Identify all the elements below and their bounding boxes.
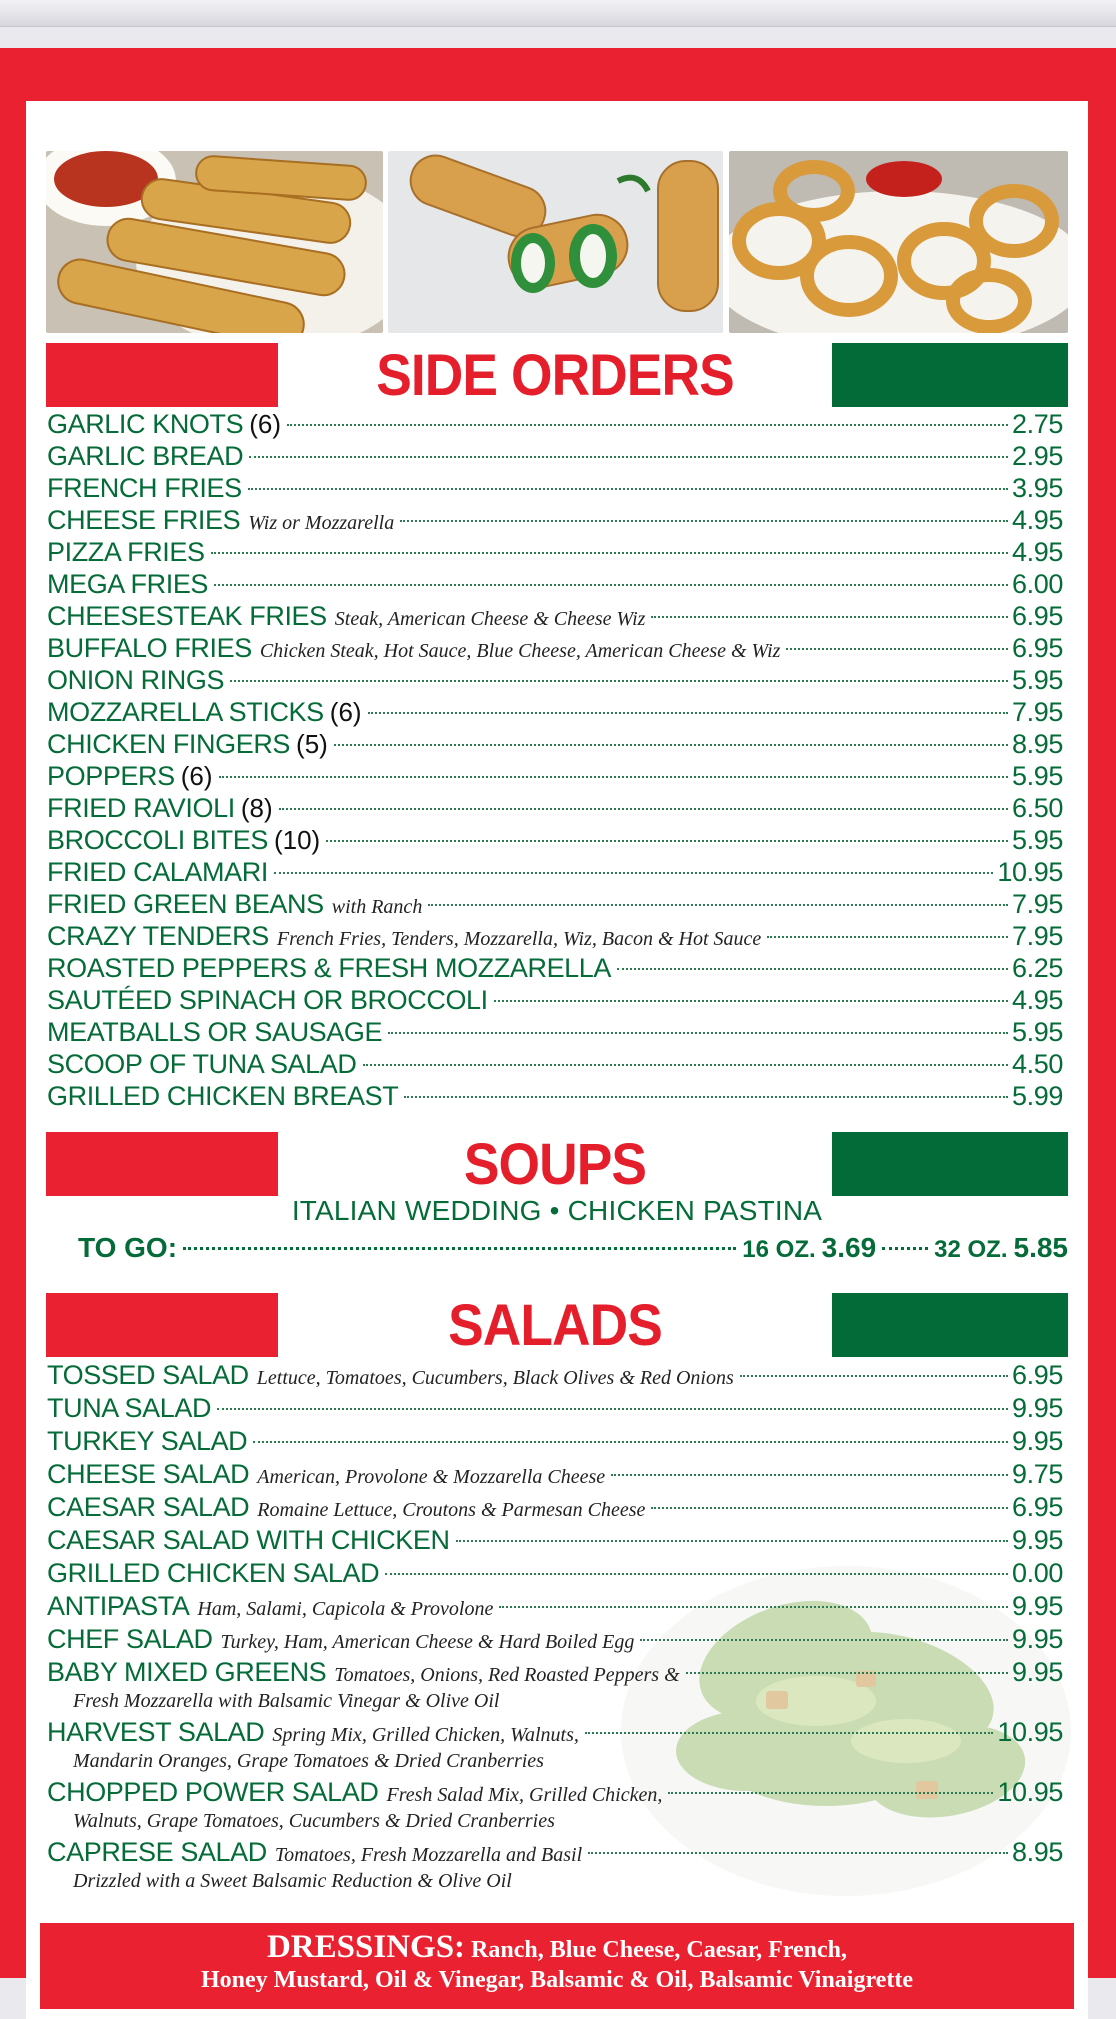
salads-item: [47, 1359, 1063, 1392]
salads-item: [47, 1776, 1063, 1809]
item-price: 5.95: [1012, 825, 1063, 855]
salads-item: [47, 1425, 1063, 1458]
side_orders-item: [47, 504, 1063, 536]
item-name: CAESAR SALAD: [47, 1492, 250, 1522]
item-price: 6.25: [1012, 953, 1063, 983]
salads-item: [47, 1656, 1063, 1689]
side-orders-list: [47, 408, 1063, 1112]
side_orders-item: [47, 664, 1063, 696]
item-description: French Fries, Tenders, Mozzarella, Wiz, Bacon & Hot Sauce: [276, 928, 762, 950]
soups-title: SOUPS: [463, 1131, 647, 1197]
item-name: FRIED RAVIOLI: [47, 793, 235, 823]
salads-item: [47, 1491, 1063, 1524]
dot-leader: [287, 424, 1008, 426]
item-name: ROASTED PEPPERS & FRESH MOZZARELLA: [47, 953, 612, 983]
soups-header: [46, 1132, 1068, 1196]
item-name: CHICKEN FINGERS: [47, 729, 291, 759]
item-quantity: (8): [240, 793, 273, 823]
soup-price-large: 5.85: [1013, 1232, 1068, 1263]
salads-item: [47, 1623, 1063, 1656]
side_orders-item: [47, 440, 1063, 472]
item-price: 4.95: [1012, 537, 1063, 567]
dot-leader: [404, 1096, 1008, 1098]
item-name: GARLIC BREAD: [47, 441, 244, 471]
dot-leader: [183, 1247, 736, 1250]
side_orders-item: [47, 568, 1063, 600]
item-price: 4.50: [1012, 1049, 1063, 1079]
item-description-continued: Drizzled with a Sweet Balsamic Reduction & Olive Oil: [73, 1870, 512, 1892]
item-price: 5.99: [1012, 1081, 1063, 1111]
item-price: 6.95: [1012, 1360, 1063, 1390]
soup-to-go-row: [78, 1232, 1068, 1272]
dot-leader: [651, 1507, 1008, 1509]
item-description: Chicken Steak, Hot Sauce, Blue Cheese, American Cheese & Wiz: [259, 640, 781, 662]
dressings-line-1: Ranch, Blue Cheese, Caesar, French,: [471, 1937, 848, 1963]
item-quantity: (6): [249, 409, 282, 439]
side_orders-item: [47, 792, 1063, 824]
item-name: FRIED CALAMARI: [47, 857, 268, 887]
salads-item: [47, 1716, 1063, 1749]
item-name: TURKEY SALAD: [47, 1426, 248, 1456]
dressings-heading: DRESSINGS:: [266, 1929, 466, 1965]
item-name: MEGA FRIES: [47, 569, 209, 599]
item-price: 6.95: [1012, 633, 1063, 663]
dot-leader: [388, 1032, 1008, 1034]
item-price: 5.95: [1012, 761, 1063, 791]
item-name: BUFFALO FRIES: [47, 633, 252, 663]
header-red-bar: [46, 1293, 278, 1357]
dot-leader: [219, 776, 1009, 778]
dot-leader: [767, 936, 1008, 938]
item-name: POPPERS: [47, 761, 175, 791]
side_orders-item: [47, 984, 1063, 1016]
item-quantity: (6): [329, 697, 362, 727]
item-description: Tomatoes, Onions, Red Roasted Peppers &: [334, 1664, 680, 1686]
item-quantity: (6): [180, 761, 213, 791]
side_orders-item: [47, 536, 1063, 568]
item-price: 7.95: [1012, 921, 1063, 951]
item-description-continued: Mandarin Oranges, Grape Tomatoes & Dried Cranberries: [73, 1750, 544, 1772]
item-price: 6.00: [1012, 569, 1063, 599]
item-price: 10.95: [997, 857, 1063, 887]
item-description: Fresh Salad Mix, Grilled Chicken,: [386, 1784, 663, 1806]
dot-leader: [230, 680, 1008, 682]
jalapeno-poppers-photo: [388, 151, 723, 333]
item-price: 4.95: [1012, 985, 1063, 1015]
item-name: HARVEST SALAD: [47, 1717, 265, 1747]
dot-leader: [214, 584, 1008, 586]
dot-leader: [363, 1064, 1009, 1066]
dot-leader: [786, 648, 1008, 650]
item-quantity: (10): [273, 825, 321, 855]
item-price: 6.95: [1012, 601, 1063, 631]
dot-leader: [211, 552, 1008, 554]
item-name: FRENCH FRIES: [47, 473, 242, 503]
item-price: 9.95: [1012, 1525, 1063, 1555]
side_orders-item: [47, 408, 1063, 440]
item-name: CHEF SALAD: [47, 1624, 213, 1654]
side-orders-title: SIDE ORDERS: [376, 342, 734, 408]
side_orders-item: [47, 920, 1063, 952]
salads-item: [47, 1836, 1063, 1869]
side_orders-item: [47, 632, 1063, 664]
item-description: Ham, Salami, Capicola & Provolone: [197, 1598, 494, 1620]
item-price: 2.75: [1012, 409, 1063, 439]
dot-leader: [326, 840, 1008, 842]
item-description: with Ranch: [331, 896, 423, 918]
soup-size-small: 16 OZ.: [742, 1236, 816, 1263]
header-green-bar: [832, 1132, 1068, 1196]
onion-rings-photo: [729, 151, 1068, 333]
item-name: CRAZY TENDERS: [47, 921, 269, 951]
item-price: 9.95: [1012, 1591, 1063, 1621]
dot-leader: [456, 1540, 1008, 1542]
side_orders-item: [47, 728, 1063, 760]
side_orders-item: [47, 1048, 1063, 1080]
item-name: SCOOP OF TUNA SALAD: [47, 1049, 357, 1079]
item-name: MEATBALLS OR SAUSAGE: [47, 1017, 383, 1047]
item-name: CAPRESE SALAD: [47, 1837, 267, 1867]
soup-varieties: ITALIAN WEDDING • CHICKEN PASTINA: [291, 1195, 823, 1226]
item-price: 9.95: [1012, 1393, 1063, 1423]
item-description-continued: Fresh Mozzarella with Balsamic Vinegar & Olive Oil: [73, 1690, 500, 1712]
item-description: American, Provolone & Mozzarella Cheese: [257, 1466, 606, 1488]
item-price: 7.95: [1012, 697, 1063, 727]
dot-leader: [499, 1606, 1008, 1608]
item-name: ANTIPASTA: [47, 1591, 190, 1621]
salads-item: [47, 1557, 1063, 1590]
item-description: Romaine Lettuce, Croutons & Parmesan Cheese: [257, 1499, 646, 1521]
dot-leader: [585, 1732, 994, 1734]
item-name: CHEESE FRIES: [47, 505, 241, 535]
salads-item: [47, 1392, 1063, 1425]
item-name: GRILLED CHICKEN BREAST: [47, 1081, 399, 1111]
dot-leader: [253, 1441, 1008, 1443]
salads-title: SALADS: [448, 1292, 662, 1358]
header-red-bar: [46, 1132, 278, 1196]
side-orders-header: [46, 343, 1068, 407]
dot-leader: [651, 616, 1008, 618]
item-price: 6.50: [1012, 793, 1063, 823]
dot-leader: [400, 520, 1008, 522]
item-name: BROCCOLI BITES: [47, 825, 268, 855]
side_orders-item: [47, 888, 1063, 920]
dot-leader: [611, 1474, 1008, 1476]
dressings-line-2: Honey Mustard, Oil & Vinegar, Balsamic & Oil, Balsamic Vinaigrette: [201, 1967, 913, 1993]
item-price: 3.95: [1012, 473, 1063, 503]
item-name: CAESAR SALAD WITH CHICKEN: [47, 1525, 450, 1555]
dot-leader: [494, 1000, 1008, 1002]
dot-leader: [428, 904, 1008, 906]
item-price: 8.95: [1012, 1837, 1063, 1867]
item-quantity: (5): [296, 729, 328, 759]
item-name: GARLIC KNOTS: [47, 409, 244, 439]
side_orders-item: [47, 824, 1063, 856]
item-description: Wiz or Mozzarella: [248, 512, 395, 534]
item-name: CHOPPED POWER SALAD: [47, 1777, 379, 1807]
item-name: GRILLED CHICKEN SALAD: [47, 1558, 380, 1588]
dot-leader: [668, 1792, 993, 1794]
item-price: 10.95: [997, 1777, 1063, 1807]
photo-strip: [46, 151, 1068, 333]
salads-item: [47, 1590, 1063, 1623]
item-price: 9.75: [1012, 1459, 1063, 1489]
side_orders-item: [47, 760, 1063, 792]
item-name: TUNA SALAD: [47, 1393, 212, 1423]
item-name: BABY MIXED GREENS: [47, 1657, 327, 1687]
to-go-label: TO GO:: [78, 1232, 178, 1263]
item-description: Steak, American Cheese & Cheese Wiz: [334, 608, 646, 630]
item-name: MOZZARELLA STICKS: [47, 697, 324, 727]
dressings-banner: [40, 1923, 1074, 2009]
dot-leader: [882, 1247, 928, 1250]
item-description: Tomatoes, Fresh Mozzarella and Basil: [274, 1844, 583, 1866]
side_orders-item: [47, 472, 1063, 504]
side_orders-item: [47, 856, 1063, 888]
item-price: 5.95: [1012, 1017, 1063, 1047]
item-price: 7.95: [1012, 889, 1063, 919]
dot-leader: [249, 456, 1008, 458]
item-price: 4.95: [1012, 505, 1063, 535]
dot-leader: [217, 1408, 1008, 1410]
side_orders-item: [47, 952, 1063, 984]
header-green-bar: [832, 343, 1068, 407]
side_orders-item: [47, 696, 1063, 728]
dot-leader: [274, 872, 993, 874]
dot-leader: [385, 1573, 1008, 1575]
item-name: TOSSED SALAD: [47, 1360, 249, 1390]
item-price: 6.95: [1012, 1492, 1063, 1522]
side_orders-item: [47, 1016, 1063, 1048]
dot-leader: [279, 808, 1008, 810]
salads-header: [46, 1293, 1068, 1357]
item-price: 10.95: [997, 1717, 1063, 1747]
menu-board: [0, 48, 1116, 1993]
window-top-bar: [0, 0, 1116, 27]
item-name: ONION RINGS: [47, 665, 225, 695]
item-price: 8.95: [1012, 729, 1063, 759]
item-price: 9.95: [1012, 1426, 1063, 1456]
item-price: 0.00: [1012, 1558, 1063, 1588]
header-red-bar: [46, 343, 278, 407]
dot-leader: [334, 744, 1008, 746]
item-description: Lettuce, Tomatoes, Cucumbers, Black Olives & Red Onions: [256, 1367, 734, 1389]
dot-leader: [640, 1639, 1008, 1641]
item-name: SAUTÉED SPINACH OR BROCCOLI: [47, 985, 488, 1015]
dot-leader: [588, 1852, 1008, 1854]
item-description-continued: Walnuts, Grape Tomatoes, Cucumbers & Dried Cranberries: [73, 1810, 555, 1832]
item-name: FRIED GREEN BEANS: [47, 889, 324, 919]
dot-leader: [368, 712, 1008, 714]
item-price: 9.95: [1012, 1624, 1063, 1654]
salads-list: [47, 1359, 1063, 1896]
dot-leader: [248, 488, 1008, 490]
item-price: 9.95: [1012, 1657, 1063, 1687]
dot-leader: [617, 968, 1008, 970]
item-description: Turkey, Ham, American Cheese & Hard Boiled Egg: [220, 1631, 635, 1653]
item-name: CHEESESTEAK FRIES: [47, 601, 327, 631]
soup-price-small: 3.69: [821, 1232, 877, 1263]
salads-item: [47, 1458, 1063, 1491]
item-price: 2.95: [1012, 441, 1063, 471]
dot-leader: [740, 1375, 1008, 1377]
soup-size-large: 32 OZ.: [934, 1236, 1008, 1263]
side_orders-item: [47, 600, 1063, 632]
item-description: Spring Mix, Grilled Chicken, Walnuts,: [272, 1724, 579, 1746]
dot-leader: [686, 1672, 1008, 1674]
item-name: PIZZA FRIES: [47, 537, 205, 567]
mozzarella-sticks-photo: [46, 151, 383, 333]
menu-panel: [26, 101, 1088, 2019]
side_orders-item: [47, 1080, 1063, 1112]
item-price: 5.95: [1012, 665, 1063, 695]
item-name: CHEESE SALAD: [47, 1459, 250, 1489]
header-green-bar: [832, 1293, 1068, 1357]
salads-item: [47, 1524, 1063, 1557]
